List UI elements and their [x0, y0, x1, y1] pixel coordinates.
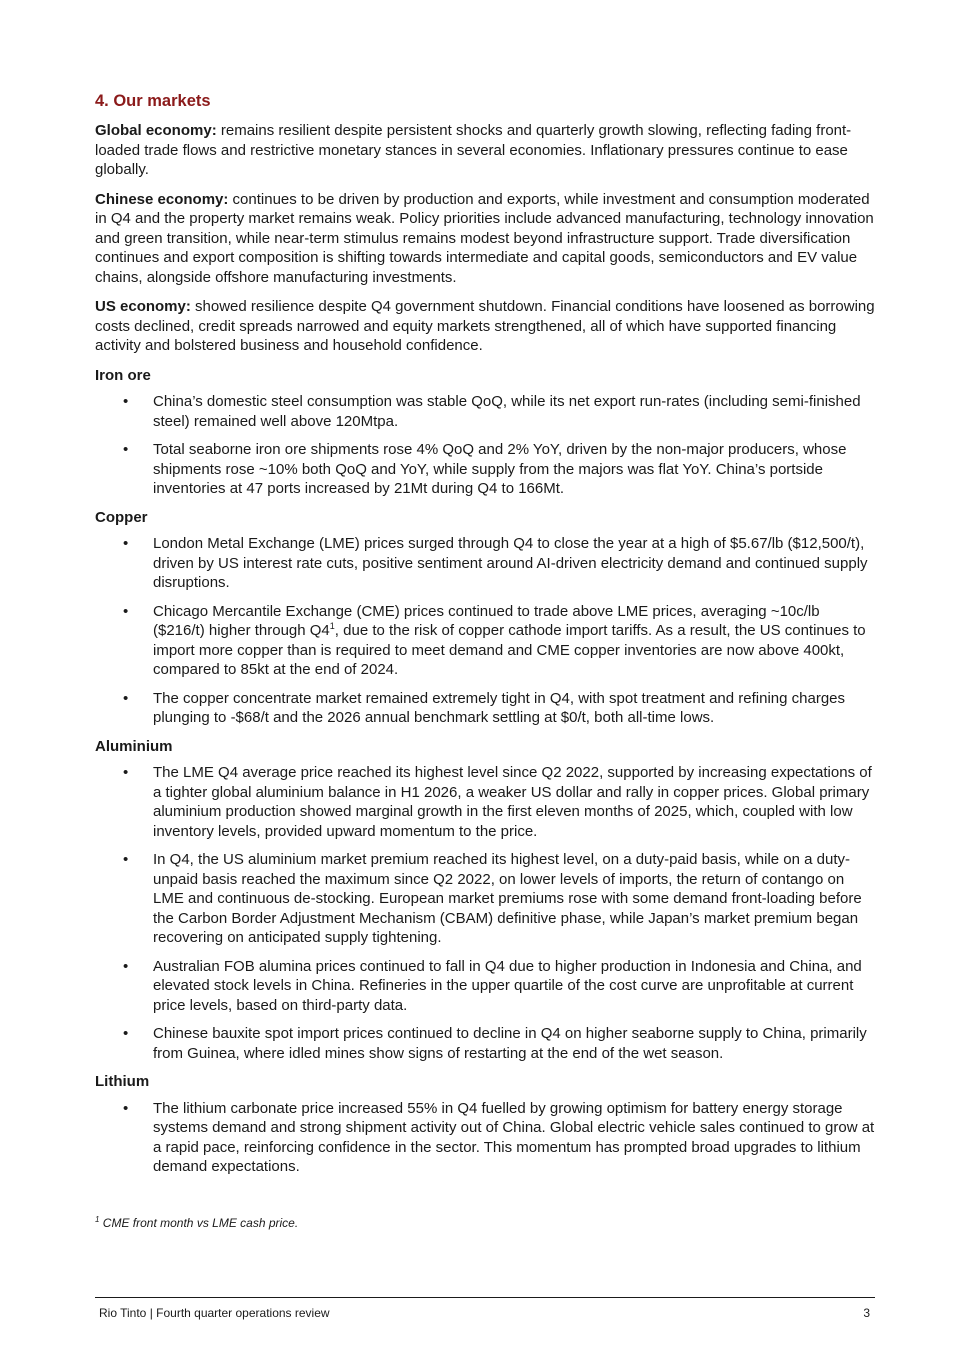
page-number: 3: [863, 1306, 870, 1320]
copper-cme-text-end: , due to the risk of copper cathode import tariffs. As a result, the US continues to import more copper than is required to meet demand and CME copper inventories are now above 400kt, compared to 85kt at the end of 2024.: [153, 622, 866, 678]
bullet-icon: •: [123, 441, 129, 458]
list-item: [95, 850, 875, 948]
section-title: 4. Our markets: [95, 92, 211, 110]
lithium-list: [95, 1099, 875, 1177]
copper-list: [95, 534, 875, 728]
iron-ore-list: [95, 392, 875, 499]
us-economy-paragraph: [95, 297, 875, 356]
copper-cme-text-start: Chicago Mercantile Exchange (CME) prices continued to trade above LME prices, averaging ~10c/lb ($216/t) higher through Q4: [153, 602, 820, 639]
list-item: [95, 957, 875, 1016]
footer-divider: [95, 1297, 875, 1298]
list-item-text: The copper concentrate market remained extremely tight in Q4, with spot treatment and refining charges plunging to -$68/t and the 2026 annual benchmark settling at $0/t, both all-time lows.: [153, 689, 846, 726]
aluminium-list: [95, 763, 875, 1063]
bullet-icon: •: [123, 1025, 129, 1042]
list-item-text: China’s domestic steel consumption was stable QoQ, while its net export run-rates (including semi-finished steel) remained well above 120Mtpa.: [153, 393, 861, 430]
chinese-economy-label: Chinese economy:: [95, 190, 229, 208]
bullet-icon: •: [123, 1099, 129, 1117]
list-item: [95, 392, 875, 431]
list-item-text: The LME Q4 average price reached its highest level since Q2 2022, supported by increasing expectations of a tighter global aluminium balance in H1 2026, a weaker US dollar and rally in copper prices. Global primary aluminium production showed marginal growth in the first eleven months of 2025, which, coupled with low inventory levels, provided upward momentum to the price.: [153, 764, 872, 840]
chinese-economy-text: continues to be driven by production and exports, while investment and consumption moderated in Q4 and the property market remains weak. Policy priorities include advanced manufacturing, technology innovation and green transition, while near-term stimulus remains modest beyond infrastructure support. Trade diversification continues and export composition is shifting towards intermediate and capital goods, semiconductors and EV value chains, alongside offshore manufacturing investments.: [95, 190, 874, 286]
global-economy-text: remains resilient despite persistent shocks and quarterly growth slowing, reflecting fading front-loaded trade flows and restrictive monetary stances in several economies. Inflationary pressures continue to ease globally.: [95, 122, 852, 178]
list-item-text: Total seaborne iron ore shipments rose 4% QoQ and 2% YoY, driven by the non-major producers, whose shipments rose ~10% both QoQ and YoY, while supply from the majors was flat YoY. China’s portside inventories at 47 ports increased by 21Mt during Q4 to 166Mt.: [153, 441, 847, 497]
bullet-icon: •: [123, 689, 129, 707]
list-item-text: [153, 603, 866, 679]
us-economy-text: showed resilience despite Q4 government shutdown. Financial conditions have loosened as borrowing costs declined, credit spreads narrowed and equity markets strengthened, all of which have supported financing activity and bolstered business and household confidence.: [95, 298, 875, 354]
list-item: [95, 602, 875, 680]
global-economy-paragraph: [95, 121, 875, 180]
copper-heading: Copper: [95, 508, 148, 526]
footnote-text: CME front month vs LME cash price.: [99, 1216, 299, 1230]
footer-title: Rio Tinto | Fourth quarter operations review: [99, 1306, 330, 1320]
bullet-icon: •: [123, 851, 129, 868]
chinese-economy-paragraph: [95, 190, 875, 288]
global-economy-label: Global economy:: [95, 122, 217, 139]
bullet-icon: •: [123, 764, 129, 781]
list-item-text: London Metal Exchange (LME) prices surged through Q4 to close the year at a high of $5.67/lb ($12,500/t), driven by US interest rate cuts, positive sentiment around AI-driven electricity demand and continued supply disruptions.: [153, 535, 868, 591]
list-item: [95, 534, 875, 593]
list-item-text: Chinese bauxite spot import prices continued to decline in Q4 on higher seaborne supply to China, primarily from Guinea, where idled mines show signs of restarting at the end of the wet season.: [153, 1025, 867, 1062]
bullet-icon: •: [123, 602, 129, 620]
footnote: [95, 1216, 298, 1230]
iron-ore-heading: Iron ore: [95, 366, 151, 384]
list-item: [95, 689, 875, 728]
us-economy-label: US economy:: [95, 298, 191, 315]
list-item-text: Australian FOB alumina prices continued to fall in Q4 due to higher production in Indonesia and China, and elevated stock levels in China. Refineries in the upper quartile of the cost curve are unprofitable at current price levels, based on third-party data.: [153, 957, 862, 1014]
aluminium-heading: Aluminium: [95, 737, 173, 755]
bullet-icon: •: [123, 957, 129, 975]
footnote-marker: 1: [95, 1215, 100, 1224]
lithium-heading: Lithium: [95, 1073, 150, 1090]
list-item-text: In Q4, the US aluminium market premium reached its highest level, on a duty-paid basis, while on a duty-unpaid basis reached the maximum since Q2 2022, on lower levels of imports, the return of contango on LME and continuous de-stocking. European market premiums rose with some demand front-loading before the Carbon Border Adjustment Mechanism (CBAM) definitive phase, while Japan’s market premium began recovering on anticipated supply tightening.: [153, 851, 862, 946]
list-item-text: The lithium carbonate price increased 55% in Q4 fuelled by growing optimism for battery energy storage systems demand and strong shipment activity out of China. Global electric vehicle sales continued to grow at a rapid pace, reinforcing confidence in the sector. This momentum has prompted broad upgrades to lithium demand expectations.: [153, 1099, 875, 1175]
list-item: [95, 763, 875, 841]
list-item: [95, 1099, 875, 1177]
bullet-icon: •: [123, 535, 129, 552]
bullet-icon: •: [123, 393, 129, 410]
page-content: [95, 90, 875, 1186]
list-item: [95, 440, 875, 499]
list-item: [95, 1024, 875, 1063]
footnote-ref: 1: [329, 621, 335, 631]
